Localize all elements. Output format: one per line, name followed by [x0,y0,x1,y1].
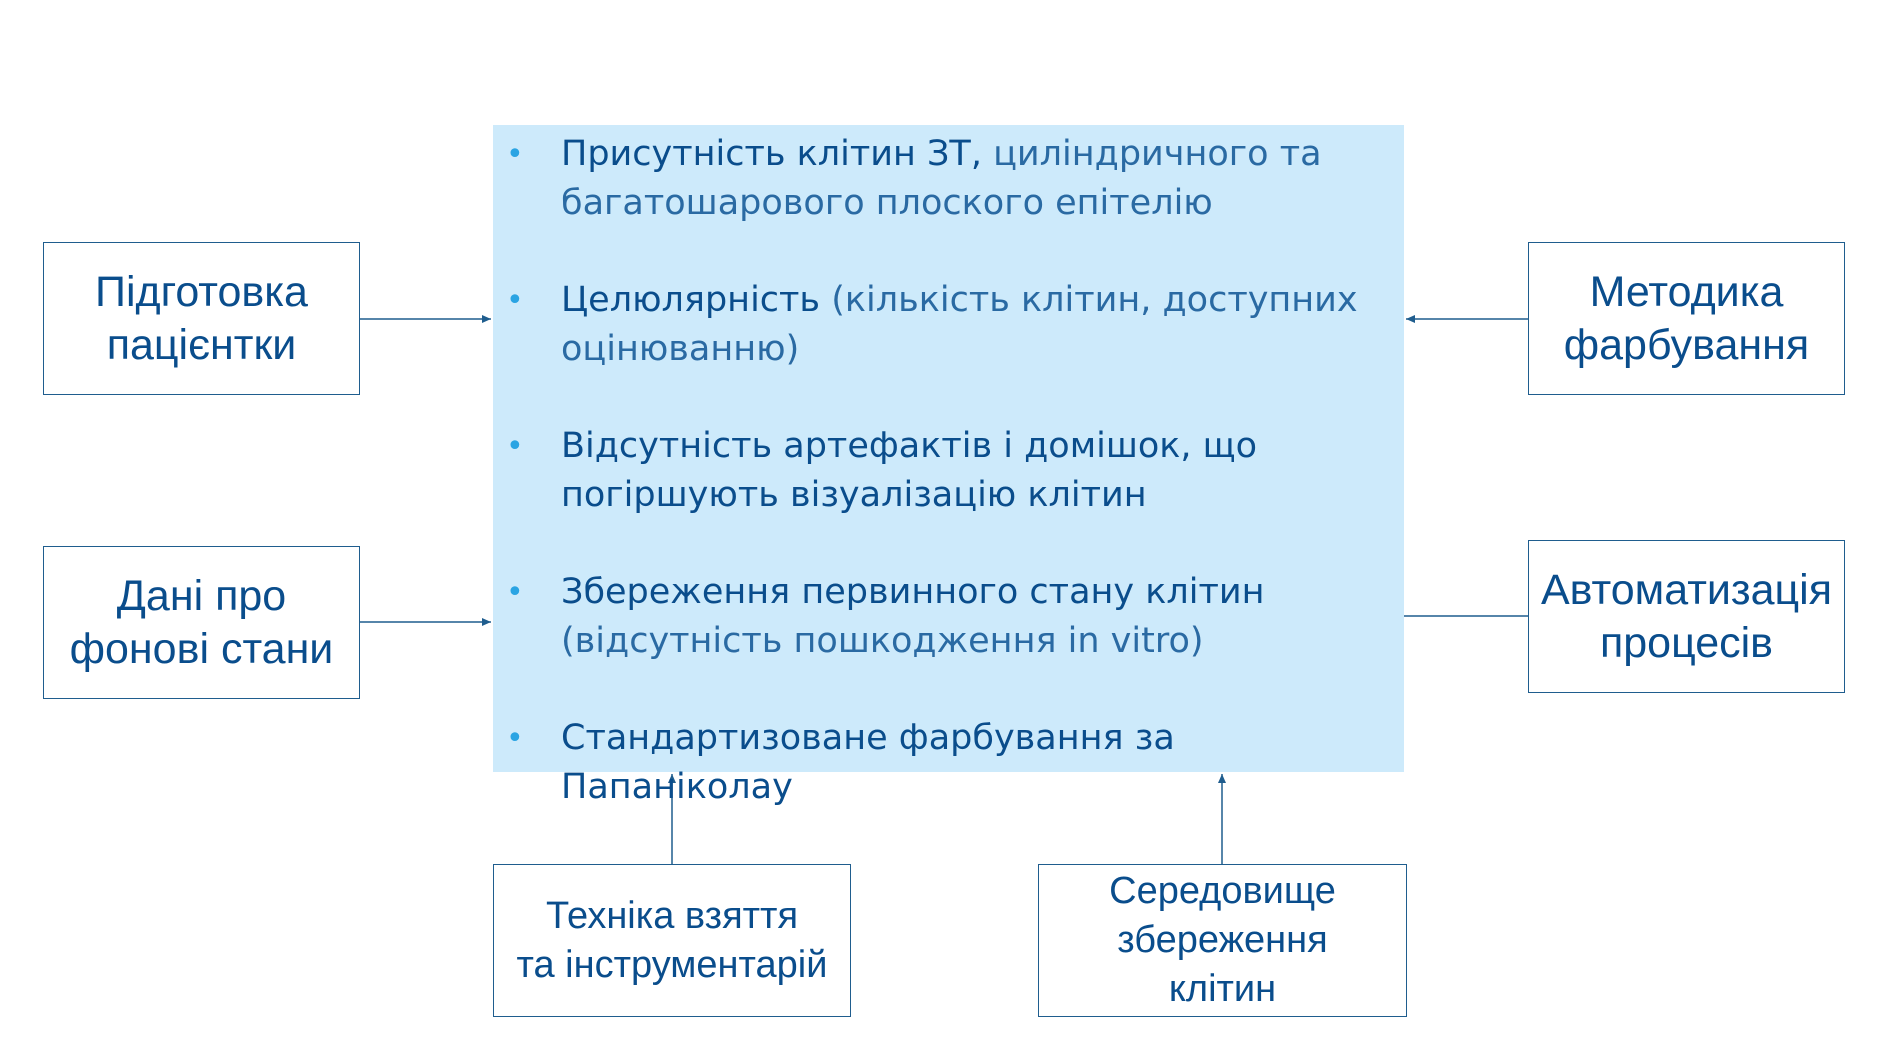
criterion-lead: Збереження первинного стану клітин [561,572,1265,612]
criterion-line2: багатошарового плоского епітелію [561,183,1213,223]
box-line: Методика [1589,267,1784,316]
criterion-detail: (кількість клітин, доступних [820,280,1358,320]
bullet-icon: • [506,575,524,610]
box-line: збереження [1117,919,1328,961]
bullet-icon: • [506,137,524,172]
box-line: Підготовка [95,267,308,316]
box-background-conditions [43,546,360,699]
box-line: Техніка взяття [545,894,799,937]
criterion-item [493,568,1404,668]
box-line: процесів [1599,618,1774,667]
criterion-text [561,422,1386,520]
center-criteria-box [493,125,1404,807]
box-staining-method [1528,242,1845,395]
criterion-lead: Целюлярність [561,280,821,320]
box-line: фарбування [1563,320,1810,369]
box-patient-preparation [43,242,360,395]
criterion-line2: (відсутність пошкодження in vitro) [561,621,1204,661]
criterion-text [561,276,1386,374]
criterion-text [561,714,1386,812]
criterion-lead: Присутність клітин ЗТ, [561,134,982,174]
criterion-lead: Відсутність артефактів і домішок, що [561,426,1258,466]
criterion-item [493,422,1404,522]
criterion-item [493,130,1404,230]
criterion-text [561,568,1386,666]
bullet-icon: • [506,283,524,318]
box-sampling-technique [493,864,851,1017]
criterion-line2: погіршують візуалізацію клітин [561,475,1147,515]
box-line: клітин [1168,968,1277,1010]
box-cell-preservation-medium [1038,864,1407,1017]
criterion-item [493,276,1404,376]
box-line: фонові стани [69,624,334,673]
box-process-automation [1528,540,1845,693]
criterion-text [561,130,1386,228]
bullet-icon: • [506,429,524,464]
bullet-icon: • [506,721,524,756]
criterion-item [493,714,1404,807]
box-line: пацієнтки [106,320,297,369]
criterion-lead: Стандартизоване фарбування за Папаніколау [561,718,1175,807]
box-line: Середовище [1109,870,1336,912]
box-line: та інструментарій [516,943,828,986]
criterion-line2: оцінюванню) [561,329,800,369]
box-line: Автоматизація [1540,565,1833,614]
box-line: Дані про [116,571,287,620]
criterion-detail: циліндричного та [981,134,1322,174]
